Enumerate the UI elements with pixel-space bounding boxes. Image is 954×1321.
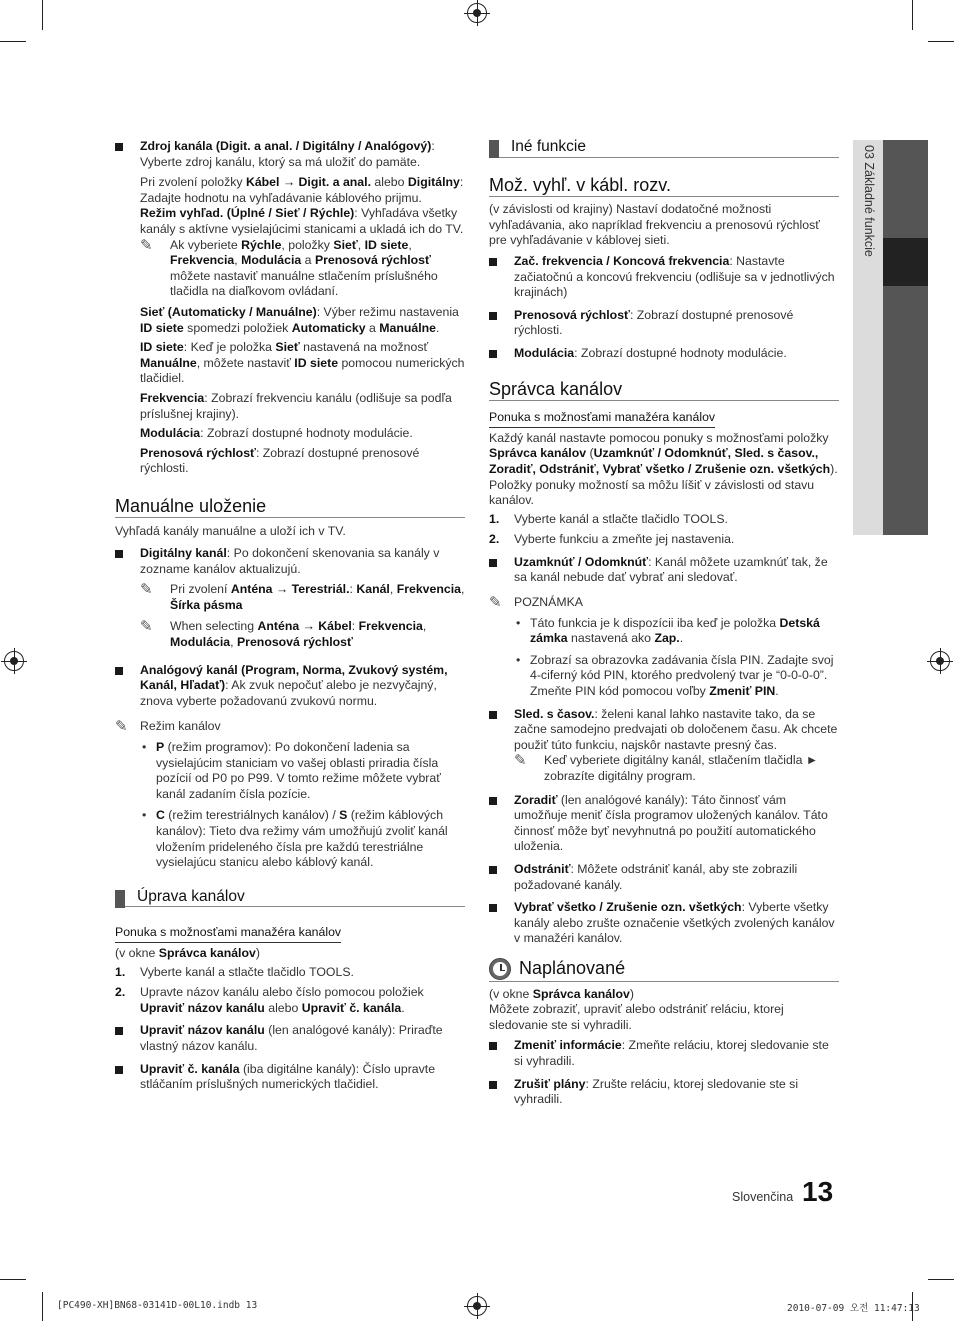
- side-tab-marker: [883, 238, 928, 286]
- list-item: Upraviť č. kanála (iba digitálne kanály): Číslo upravte stláčaním príslušných numerických tlačidiel.: [115, 1062, 465, 1093]
- bullet-square-icon: [489, 866, 497, 874]
- paragraph: Pri zvolení položky Kábel → Digit. a anal. alebo Digitálny: Zadajte hodnotu na vyhľadávanie káblového prijmu.: [140, 175, 464, 205]
- note: ✎ When selecting Anténa → Kábel: Frekvencia, Modulácia, Prenosová rýchlosť: [140, 618, 427, 650]
- bullet-square-icon: [489, 350, 497, 358]
- paragraph: Sieť (Automaticky / Manuálne): Výber režimu nastavenia ID siete spomedzi položiek Automaticky a Manuálne.: [140, 304, 459, 335]
- list-item: Modulácia: Zobrazí dostupné hodnoty modulácie.: [489, 346, 839, 362]
- paragraph: Vyhľadá kanály manuálne a uloží ich v TV.: [115, 524, 346, 539]
- note-pencil-icon: ✎: [140, 618, 153, 636]
- side-tab-bar: [883, 140, 928, 535]
- paragraph: Modulácia: Zobrazí dostupné hodnoty modulácie.: [140, 426, 413, 441]
- note: ✎ POZNÁMKA: [489, 594, 584, 612]
- list-item: Zrušiť plány: Zrušte reláciu, ktorej sledovanie ste si vyhradili.: [489, 1077, 839, 1108]
- section-title-edit: Úprava kanálov: [115, 889, 465, 908]
- note: ✎ Režim kanálov: [115, 718, 221, 736]
- imprint-right: 2010-07-09 오전 11:47:13: [787, 1303, 920, 1314]
- list-item: • Táto funkcia je k dispozícii iba keď je položka Detská zámka nastavená ako Zap..: [516, 615, 820, 646]
- paragraph: Každý kanál nastavte pomocou ponuky s možnosťami položky Správca kanálov (Uzamknúť / Odomknúť, Sled. s časov., Zoradiť, Odstrániť, Vybrať všetko / Zrušenie ozn. všetkých). Položky ponuky možností sa môžu líšiť v závislosti od stavu kanálov.: [489, 430, 838, 508]
- crop-mark: [912, 0, 913, 30]
- section-title-manual: Manuálne uloženie: [115, 499, 465, 519]
- list-item: Uzamknúť / Odomknúť: Kanál môžete uzamknúť tak, že sa kanál nebude dať vybrať ani sledovať.: [489, 555, 839, 586]
- paragraph: Prenosová rýchlosť: Zobrazí dostupné prenosové rýchlosti.: [140, 445, 420, 476]
- registration-mark-icon: [467, 1296, 487, 1316]
- note-pencil-icon: ✎: [489, 594, 502, 612]
- note-pencil-icon: ✎: [140, 236, 153, 254]
- list-item: Zdroj kanála (Digit. a anal. / Digitálny / Analógový): Vyberte zdroj kanálu, ktorý sa má uložiť do pamäte.: [115, 139, 465, 170]
- list-item: Zoradiť (len analógové kanály): Táto činnosť vám umožňuje meniť čísla programov uložených kanálov. Táto činnosť môže byť nevyhnutná po použití automatického uloženia.: [489, 793, 839, 855]
- section-title-cable: Mož. vyhľ. v kábl. rozv.: [489, 178, 839, 198]
- list-item: • Zobrazí sa obrazovka zadávania čísla PIN. Zadajte svoj 4-ciferný kód PIN, ktorého predvolený tvar je “0-0-0-0”. Zmeňte PIN kód pomocou voľby Zmeniť PIN.: [516, 652, 834, 699]
- list-item: Vybrať všetko / Zrušenie ozn. všetkých: Vyberte všetky kanály alebo zrušte označenie všetkých zvolených kanálov v manažéri kanálov.: [489, 900, 839, 947]
- note-pencil-icon: ✎: [140, 581, 153, 599]
- note-pencil-icon: ✎: [514, 752, 527, 770]
- list-item: Upraviť názov kanálu (len analógové kanály): Priraďte vlastný názov kanálu.: [115, 1023, 465, 1054]
- subsection-title: Ponuka s možnosťami manažéra kanálov: [115, 925, 341, 943]
- bullet-square-icon: [115, 550, 123, 558]
- bullet-square-icon: [115, 1027, 123, 1035]
- section-title-scheduled: Naplánované: [489, 961, 839, 982]
- bullet-square-icon: [489, 797, 497, 805]
- note-pencil-icon: ✎: [115, 718, 128, 736]
- list-item: Digitálny kanál: Po dokončení skenovania sa kanály v zozname kanálov aktualizujú.: [115, 546, 465, 577]
- bullet-square-icon: [115, 667, 123, 675]
- bullet-square-icon: [489, 312, 497, 320]
- list-item: Zač. frekvencia / Koncová frekvencia: Nastavte začiatočnú a koncovú frekvenciu (odlišuje sa v jednotlivých krajinách): [489, 254, 839, 301]
- paragraph: Frekvencia: Zobrazí frekvenciu kanálu (odlišuje sa podľa príslušnej krajiny).: [140, 390, 452, 421]
- registration-mark-icon: [4, 651, 24, 671]
- step: 1. Vyberte kanál a stlačte tlačidlo TOOLS.: [489, 511, 728, 526]
- list-item: Zmeniť informácie: Zmeňte reláciu, ktorej sledovanie ste si vyhradili.: [489, 1038, 839, 1069]
- heading-bar-icon: [489, 140, 499, 158]
- section-title-other: Iné funkcie: [489, 139, 839, 158]
- bullet-square-icon: [489, 711, 497, 719]
- step: 2. Upravte názov kanálu alebo číslo pomocou položiek Upraviť názov kanálu alebo Upraviť č. kanála.: [115, 985, 424, 1015]
- crop-mark: [0, 1279, 26, 1280]
- crop-mark: [928, 1279, 954, 1280]
- footer-language: Slovenčina: [732, 1190, 794, 1204]
- list-item: • C (režim terestriálnych kanálov) / S (režim káblových kanálov): Tieto dva režimy vám umožňujú zvoliť kanál vložením prideleného čísla pre každú terestriálne vysielajúcu stanicu alebo káblový kanál.: [142, 808, 448, 870]
- registration-mark-icon: [930, 651, 950, 671]
- note: ✎ Pri zvolení Anténa → Terestriál.: Kanál, Frekvencia, Šírka pásma: [140, 581, 465, 612]
- paragraph: (v okne Správca kanálov): [489, 986, 634, 1001]
- list-item: Prenosová rýchlosť: Zobrazí dostupné prenosové rýchlosti.: [489, 308, 839, 339]
- left-column: [115, 139, 465, 1093]
- list-item: Sled. s časov.: želeni kanal lahko nastavite tako, da se začne samodejno predvajati ob določenem času. Ak chcete použiť túto funkciu, najskôr nastavte presný čas.: [489, 707, 839, 754]
- paragraph: (v okne Správca kanálov): [115, 945, 260, 960]
- paragraph: Môžete zobraziť, upraviť alebo odstrániť reláciu, ktorej sledovanie ste si vyhradili.: [489, 1002, 784, 1032]
- bullet-square-icon: [489, 559, 497, 567]
- list-item: • P (režim programov): Po dokončení ladenia sa vysielajúcim staniciam vo vašej oblasti priradia čísla pozícií od P0 po P99. V tomto režime môžete vybrať kanál zadaním čísla pozície.: [142, 740, 441, 801]
- paragraph: (v závislosti od krajiny) Nastaví dodatočné možnosti vyhľadávania, ako napríklad frekvenciu a prenosovú rýchlosť pre vyhľadávanie v káblovej sieti.: [489, 202, 820, 248]
- list-item: Odstrániť: Môžete odstrániť kanál, aby ste zobrazili požadované kanály.: [489, 862, 839, 893]
- paragraph: Režim vyhľad. (Úplné / Sieť / Rýchle): Vyhľadáva všetky kanály s aktívne vysielajúcimi stanicami a ukladá ich do TV.: [140, 206, 464, 236]
- bullet-square-icon: [489, 1042, 497, 1050]
- side-tab-label: 03 Základné funkcie: [862, 145, 876, 257]
- bullet-square-icon: [115, 143, 123, 151]
- subsection-title: Ponuka s možnosťami manažéra kanálov: [489, 410, 715, 428]
- heading-bar-icon: [115, 890, 125, 908]
- crop-mark: [42, 0, 43, 30]
- crop-mark: [928, 41, 954, 42]
- note: ✎ Ak vyberiete Rýchle, položky Sieť, ID siete, Frekvencia, Modulácia a Prenosová rýchlosť môžete nastaviť manuálne stlačením príslušného tlačidla na diaľkovom ovládaní.: [140, 236, 438, 299]
- crop-mark: [0, 41, 26, 42]
- step: 1. Vyberte kanál a stlačte tlačidlo TOOLS.: [115, 964, 354, 979]
- bullet-square-icon: [115, 1066, 123, 1074]
- right-column: [489, 139, 839, 1108]
- imprint-left: [PC490-XH]BN68-03141D-00L10.indb 13: [57, 1300, 258, 1311]
- bullet-square-icon: [489, 1081, 497, 1089]
- note: ✎ Keď vyberiete digitálny kanál, stlačením tlačidla ► zobrazíte digitálny program.: [514, 752, 818, 783]
- paragraph: ID siete: Keď je položka Sieť nastavená na možnosť Manuálne, môžete nastaviť ID siete pomocou numerických tlačidiel.: [140, 340, 465, 386]
- bullet-square-icon: [489, 904, 497, 912]
- step: 2. Vyberte funkciu a zmeňte jej nastavenia.: [489, 532, 735, 547]
- section-title-manager: Správca kanálov: [489, 382, 839, 402]
- clock-icon: [489, 958, 511, 980]
- list-item: Analógový kanál (Program, Norma, Zvukový systém, Kanál, Hľadať): Ak zvuk nepočuť alebo je nezvyčajný, znova vyberte požadovanú zvukovú normu.: [115, 663, 465, 710]
- page-number: 13: [802, 1176, 834, 1207]
- crop-mark: [42, 1292, 43, 1321]
- registration-mark-icon: [467, 3, 487, 23]
- bullet-square-icon: [489, 258, 497, 266]
